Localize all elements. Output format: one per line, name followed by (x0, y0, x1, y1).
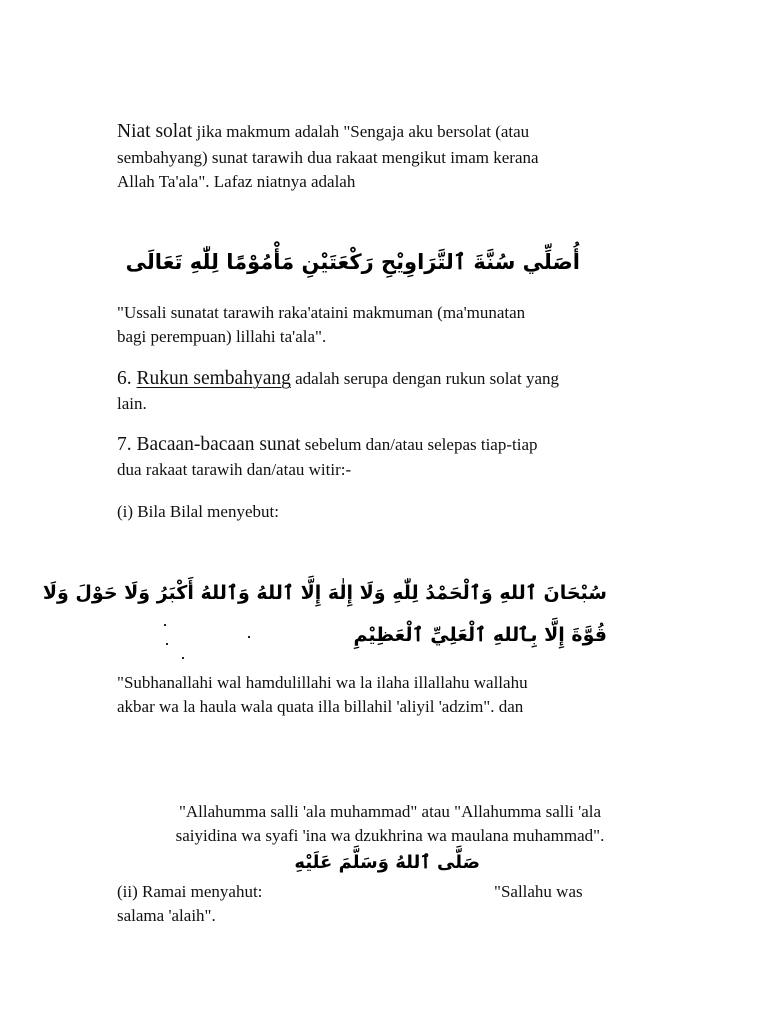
sub-item-ii-transliteration-part-2: salama 'alaih". (117, 906, 216, 925)
item-6-rest: adalah serupa dengan rukun solat yang (290, 369, 559, 388)
item-7-line-1 (117, 433, 657, 457)
niat-line-1-rest: jika makmum adalah "Sengaja aku bersolat (atau (192, 122, 530, 141)
niat-paragraph-line-2: sembahyang) sunat tarawih dua rakaat mengikut imam kerana (117, 148, 539, 167)
item-7-number: 7. (117, 434, 137, 455)
item-6-line-1 (117, 367, 657, 391)
tasbih-transliteration-line-2: akbar wa la haula wala quata illa billahil 'aliyil 'adzim". dan (117, 697, 524, 716)
scan-artifact-dot (164, 624, 166, 626)
scan-artifact-dot (182, 657, 184, 659)
salawat-line-1: "Allahumma salli 'ala muhammad" atau "Allahumma salli 'ala (178, 802, 602, 821)
niat-paragraph-line-1 (117, 120, 657, 144)
niat-transliteration-line-2: bagi perempuan) lillahi ta'ala". (117, 327, 327, 346)
item-7-rest: sebelum dan/atau selepas tiap-tiap (300, 435, 538, 454)
item-7-lead-text: Bacaan-bacaan sunat (136, 434, 301, 455)
item-7-line-2: dua rakaat tarawih dan/atau witir:- (117, 460, 352, 479)
tasbih-transliteration-line-1: "Subhanallahi wal hamdulillahi wa la ilaha illallahu wallahu (117, 673, 528, 692)
item-6-line-2: lain. (117, 394, 147, 413)
sub-item-ii-label: (ii) Ramai menyahut: (117, 882, 263, 901)
item-6-number: 6. (117, 368, 137, 389)
salawat-response-arabic: صَلَّى ٱللهُ وَسَلَّمَ عَلَيْهِ (294, 852, 480, 873)
niat-transliteration-line-1: "Ussali sunatat tarawih raka'ataini makmuman (ma'munatan (117, 303, 526, 322)
item-6-underlined-heading: Rukun sembahyang (136, 368, 291, 389)
salawat-line-2: saiyidina wa syafi 'ina wa dzukhrina wa maulana muhammad". (175, 826, 605, 845)
niat-lead-text: Niat solat (117, 121, 193, 142)
tasbih-arabic-line-1: سُبْحَانَ ٱللهِ وَٱلْحَمْدُ لِلّٰهِ وَلَا إِلٰهَ إِلَّا ٱللهُ وَٱللهُ أَكْبَرُ وَلَا حَوْلَ وَلَا (42, 582, 607, 604)
scan-artifact-dot (248, 636, 250, 638)
scan-artifact-dot (166, 643, 168, 645)
niat-arabic-text: أُصَلِّي سُنَّةَ ٱلتَّرَاوِيْحِ رَكْعَتَيْنِ مَأْمُوْمًا لِلّٰهِ تَعَالَى (125, 250, 580, 274)
niat-paragraph-line-3: Allah Ta'ala". Lafaz niatnya adalah (117, 172, 356, 191)
sub-item-ii-transliteration-part-1: "Sallahu was (494, 882, 583, 901)
sub-item-i-label: (i) Bila Bilal menyebut: (117, 502, 279, 521)
tasbih-arabic-line-2: قُوَّةَ إِلَّا بِٱللهِ ٱلْعَلِيِّ ٱلْعَظِيْمِ (353, 624, 607, 646)
